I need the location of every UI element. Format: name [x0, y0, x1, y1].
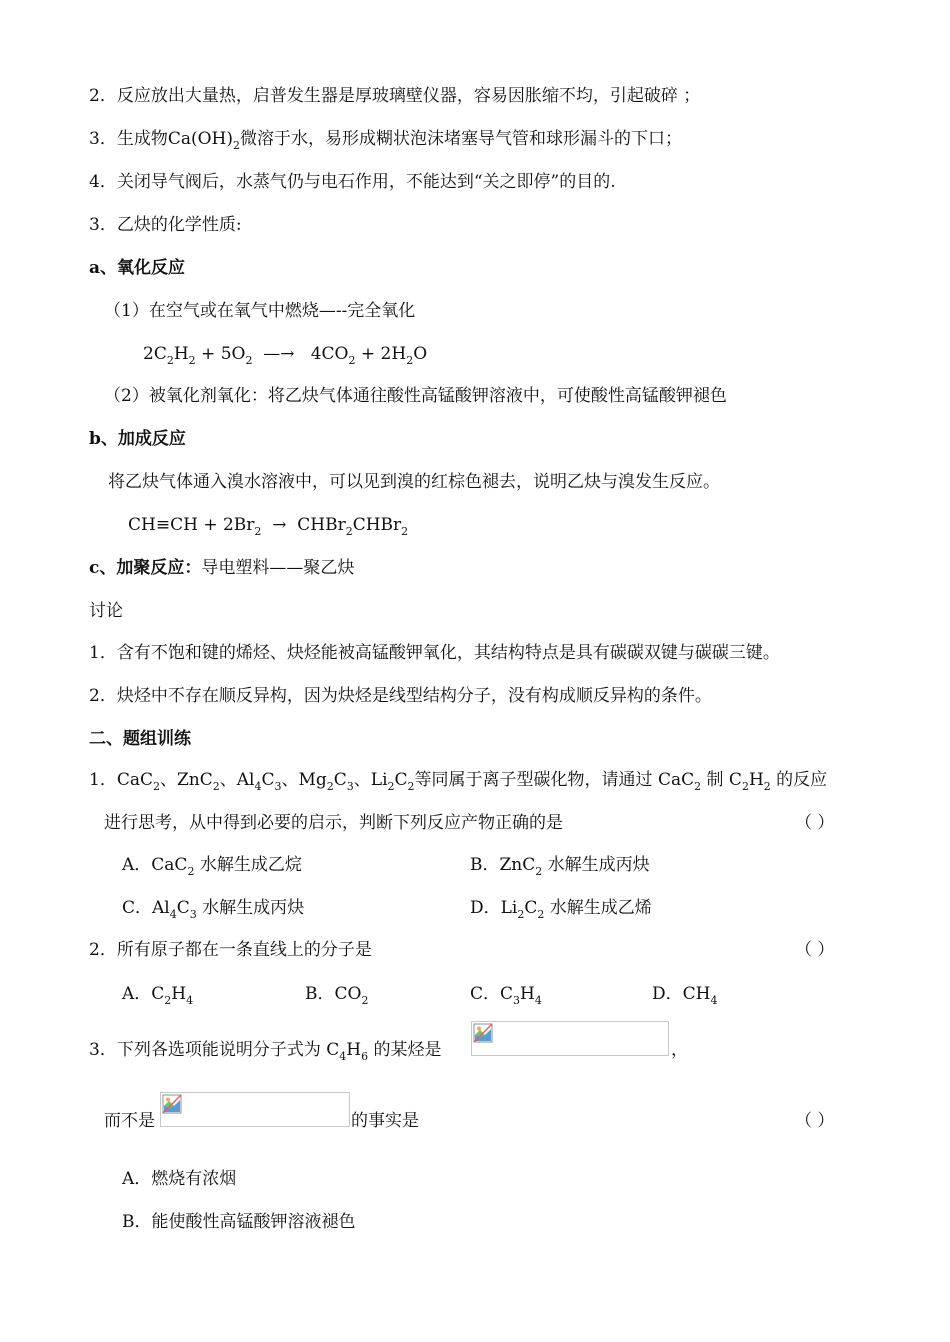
- option-d[interactable]: D．$Li_2C_2$ 水解生成乙烯: [470, 898, 652, 921]
- section-heading: 3．乙炔的化学性质:: [89, 215, 242, 235]
- question-1-stem: 1．CaC$_2$、ZnC$_2$、$Al_4C_3$、$Mg_2C_3$、$Li_2C_2$等同属于离子型碳化物，请通过 CaC$_2$ 制 $C_2H_2$ 的反应: [89, 770, 828, 793]
- answer-blank[interactable]: （ ）: [795, 813, 835, 833]
- text-line: 2．炔烃中不存在顺反异构，因为炔烃是线型结构分子，没有构成顺反异构的条件。: [89, 686, 712, 706]
- question-3-stem-cont: 而不是: [104, 1111, 155, 1131]
- option-b[interactable]: B．ZnC$_2$ 水解生成丙炔: [470, 855, 650, 878]
- option-a[interactable]: A．$C_2H_4$: [122, 984, 194, 1007]
- chemical-equation: $CH\equiv CH + 2Br_2$ → CHBr$_2$CHBr$_2$: [128, 515, 409, 538]
- option-a[interactable]: A．燃烧有浓烟: [122, 1169, 237, 1189]
- text-line: 3．生成物$Ca(OH)_2$微溶于水，易形成糊状泡沫堵塞导气管和球形漏斗的下口；: [89, 129, 682, 152]
- option-a[interactable]: A．CaC$_2$ 水解生成乙烷: [122, 855, 302, 878]
- broken-image-icon: [473, 1023, 493, 1043]
- option-d[interactable]: D．$CH_4$: [652, 984, 718, 1007]
- broken-image-icon: [162, 1094, 182, 1114]
- option-c[interactable]: C．$Al_4C_3$ 水解生成丙炔: [122, 898, 305, 921]
- structure-image-placeholder: [160, 1092, 350, 1127]
- answer-blank[interactable]: （ ）: [795, 1111, 835, 1131]
- text-line: 2．反应放出大量热，启普发生器是厚玻璃壁仪器，容易因胀缩不均，引起破碎 ；: [89, 86, 701, 106]
- question-3-stem-cont: 的事实是: [351, 1111, 419, 1131]
- text-line: 4．关闭导气阀后，水蒸气仍与电石作用，不能达到“关之即停”的目的.: [89, 172, 616, 192]
- answer-blank[interactable]: （ ）: [795, 940, 835, 960]
- option-b[interactable]: B．能使酸性高锰酸钾溶液褪色: [122, 1212, 356, 1232]
- subsection-heading: c、加聚反应：导电塑料——聚乙炔: [89, 558, 355, 578]
- text-line: 将乙炔气体通入溴水溶液中，可以见到溴的红棕色褪去，说明乙炔与溴发生反应。: [108, 472, 720, 492]
- punctuation: ，: [671, 1040, 688, 1060]
- question-3-stem: 3．下列各选项能说明分子式为 $C_4H_6$ 的某烃是: [89, 1040, 442, 1063]
- option-c[interactable]: C．$C_3H_4$: [470, 984, 542, 1007]
- question-2-stem: 2．所有原子都在一条直线上的分子是: [89, 940, 372, 960]
- subsection-heading: a、氧化反应: [89, 258, 186, 278]
- text-line: 1．含有不饱和键的烯烃、炔烃能被高锰酸钾氧化，其结构特点是具有碳碳双键与碳碳三键。: [89, 643, 780, 663]
- text-line: （1）在空气或在氧气中燃烧—--完全氧化: [104, 301, 416, 321]
- option-b[interactable]: B．$CO_2$: [305, 984, 369, 1007]
- discussion-heading: 讨论: [89, 601, 123, 621]
- subsection-heading: b、加成反应: [89, 429, 186, 449]
- section-heading: 二、题组训练: [89, 729, 191, 749]
- question-1-stem-cont: 进行思考，从中得到必要的启示，判断下列反应产物正确的是: [104, 813, 563, 833]
- text-line: （2）被氧化剂氧化：将乙炔气体通往酸性高锰酸钾溶液中，可使酸性高锰酸钾褪色: [104, 386, 727, 406]
- structure-image-placeholder: [471, 1021, 669, 1056]
- chemical-equation: $2C_2H_2 + 5O_2$ —→ $4CO_2 + 2H_2O$: [143, 344, 428, 367]
